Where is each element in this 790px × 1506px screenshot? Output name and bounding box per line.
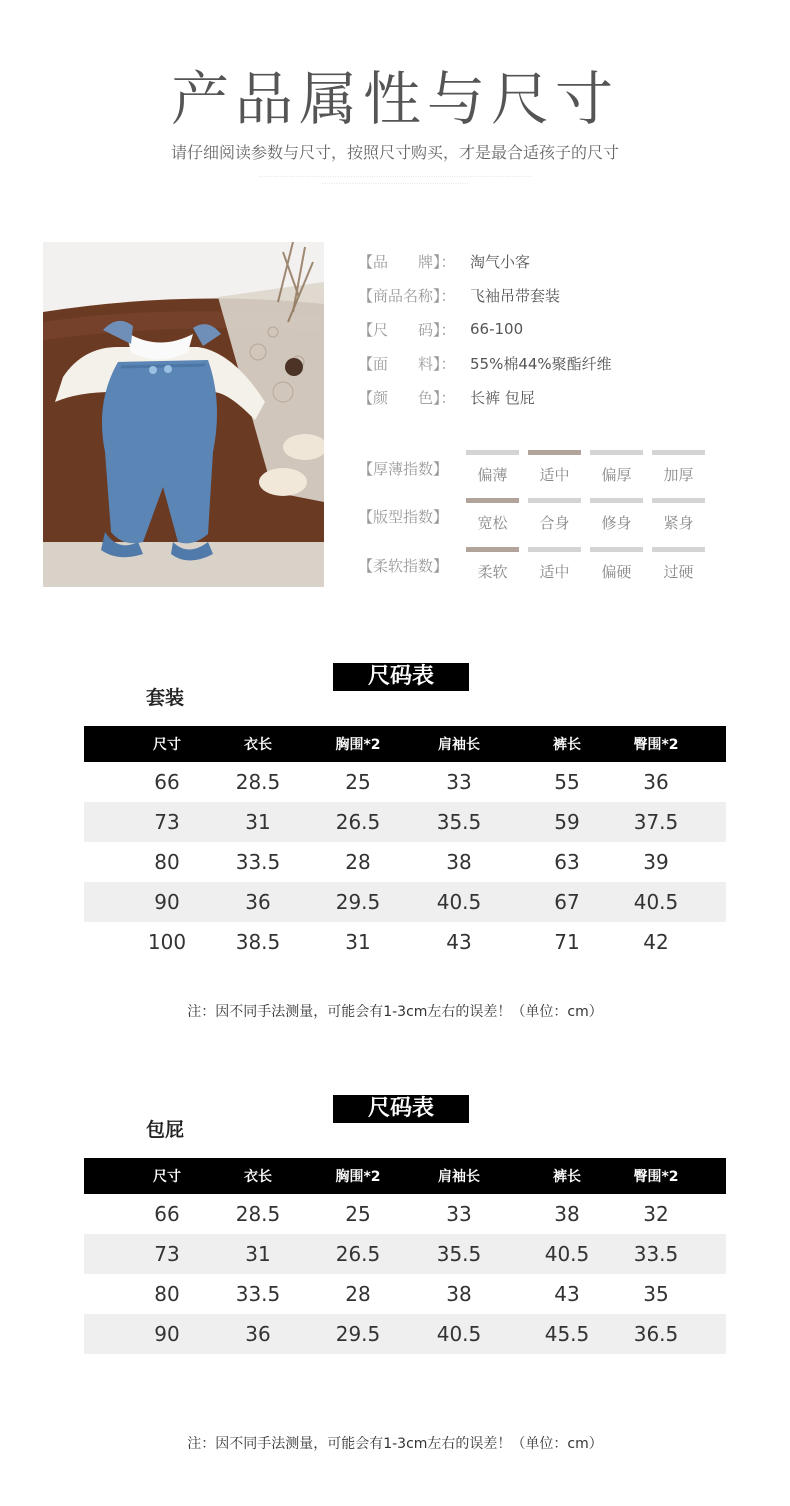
table-row — [84, 1314, 726, 1354]
table-row — [84, 802, 726, 842]
index-indicator-bar — [466, 498, 519, 503]
table-cell: 67 — [554, 890, 580, 914]
table-header-cell: 裤长 — [553, 737, 581, 753]
attribute-value: 淘气小客 — [470, 252, 531, 271]
table-cell: 25 — [345, 770, 371, 794]
table-cell: 73 — [154, 810, 180, 834]
index-option-label: 适中 — [539, 563, 570, 581]
table-cell: 36 — [643, 770, 669, 794]
table-cell: 43 — [554, 1282, 580, 1306]
measurement-note: 注：因不同手法测量，可能会有1-3cm左右的误差！（单位：cm） — [187, 1436, 603, 1452]
decorative-fine-print-2: ··················································································· — [321, 181, 469, 186]
index-indicator-bar — [528, 498, 581, 503]
size-chart-section-name: 套装 — [146, 687, 185, 709]
attribute-key: 【颜 色】： — [358, 388, 456, 407]
index-label: 【柔软指数】 — [358, 557, 449, 575]
size-chart-tag: 尺码表 — [333, 663, 469, 691]
table-cell: 36 — [245, 890, 271, 914]
attribute-row — [358, 346, 612, 380]
table-cell: 28 — [345, 850, 371, 874]
table-cell: 33.5 — [235, 850, 281, 874]
attribute-value: 飞袖吊带套装 — [470, 286, 561, 305]
index-option-label: 适中 — [539, 466, 570, 484]
index-indicator-bar — [528, 547, 581, 552]
table-cell: 29.5 — [335, 1322, 381, 1346]
index-indicator-bar — [590, 498, 643, 503]
table-row — [84, 842, 726, 882]
index-option — [466, 547, 519, 582]
table-cell: 71 — [554, 930, 580, 954]
table-cell: 38 — [446, 850, 472, 874]
table-cell: 32 — [643, 1202, 669, 1226]
table-cell: 37.5 — [633, 810, 679, 834]
table-cell: 40.5 — [436, 1322, 482, 1346]
table-header-cell: 臀围*2 — [633, 737, 679, 753]
table-cell: 28 — [345, 1282, 371, 1306]
table-cell: 36 — [245, 1322, 271, 1346]
measurement-note: 注：因不同手法测量，可能会有1-3cm左右的误差！（单位：cm） — [187, 1004, 603, 1020]
index-option — [652, 450, 705, 485]
table-cell: 40.5 — [633, 890, 679, 914]
table-cell: 38.5 — [235, 930, 281, 954]
table-cell: 59 — [554, 810, 580, 834]
table-cell: 66 — [154, 1202, 180, 1226]
table-header-cell: 衣长 — [244, 1169, 272, 1185]
table-cell: 38 — [554, 1202, 580, 1226]
table-header-cell: 衣长 — [244, 737, 272, 753]
index-option — [590, 547, 643, 582]
table-header-cell: 胸围*2 — [335, 737, 381, 753]
index-label: 【版型指数】 — [358, 508, 449, 526]
table-cell: 73 — [154, 1242, 180, 1266]
table-cell: 31 — [345, 930, 371, 954]
table-cell: 28.5 — [235, 770, 281, 794]
table-cell: 33 — [446, 1202, 472, 1226]
table-cell: 26.5 — [335, 1242, 381, 1266]
table-cell: 36.5 — [633, 1322, 679, 1346]
index-option — [528, 450, 581, 485]
table-row — [84, 1194, 726, 1234]
attribute-key: 【商品名称】： — [358, 286, 456, 305]
table-cell: 39 — [643, 850, 669, 874]
page-title: 产品属性与尺寸 — [170, 65, 619, 133]
index-indicator-bar — [652, 547, 705, 552]
index-option-label: 偏薄 — [477, 466, 508, 484]
table-cell: 31 — [245, 810, 271, 834]
table-cell: 43 — [446, 930, 472, 954]
index-option — [466, 450, 519, 485]
table-cell: 33.5 — [235, 1282, 281, 1306]
table-cell: 35.5 — [436, 1242, 482, 1266]
table-header-cell: 尺寸 — [153, 737, 181, 753]
attribute-value: 长裤 包屁 — [470, 388, 535, 407]
table-header-cell: 胸围*2 — [335, 1169, 381, 1185]
index-option-label: 合身 — [539, 514, 570, 532]
size-chart-section-name: 包屁 — [146, 1119, 185, 1141]
index-option-label: 紧身 — [663, 514, 694, 532]
index-option — [466, 498, 519, 533]
index-label: 【厚薄指数】 — [358, 460, 449, 478]
table-cell: 29.5 — [335, 890, 381, 914]
index-option-label: 宽松 — [477, 514, 508, 532]
attribute-list — [358, 244, 612, 414]
table-cell: 33 — [446, 770, 472, 794]
index-option — [528, 547, 581, 582]
index-option-label: 柔软 — [477, 563, 508, 581]
size-chart-tag: 尺码表 — [333, 1095, 469, 1123]
table-cell: 25 — [345, 1202, 371, 1226]
index-option-label: 偏厚 — [601, 466, 632, 484]
index-option — [652, 547, 705, 582]
attribute-value: 66-100 — [470, 320, 524, 338]
table-cell: 100 — [147, 930, 187, 954]
attribute-key: 【尺 码】： — [358, 320, 456, 339]
table-header-row — [84, 1158, 726, 1194]
table-row — [84, 1274, 726, 1314]
table-cell: 40.5 — [544, 1242, 590, 1266]
table-cell: 90 — [154, 1322, 180, 1346]
table-header-row — [84, 726, 726, 762]
table-cell: 31 — [245, 1242, 271, 1266]
table-cell: 38 — [446, 1282, 472, 1306]
table-row — [84, 882, 726, 922]
index-option-label: 修身 — [601, 514, 632, 532]
table-row — [84, 922, 726, 962]
table-cell: 35.5 — [436, 810, 482, 834]
table-cell: 80 — [154, 1282, 180, 1306]
table-cell: 26.5 — [335, 810, 381, 834]
page-subtitle: 请仔细阅读参数与尺寸，按照尺寸购买，才是最合适孩子的尺寸 — [170, 143, 619, 162]
index-option — [528, 498, 581, 533]
index-option — [590, 498, 643, 533]
table-cell: 40.5 — [436, 890, 482, 914]
table-cell: 63 — [554, 850, 580, 874]
index-indicator-bar — [590, 547, 643, 552]
index-option-label: 过硬 — [663, 563, 694, 581]
table-header-cell: 尺寸 — [153, 1169, 181, 1185]
attribute-row — [358, 244, 612, 278]
attribute-key: 【品 牌】： — [358, 252, 456, 271]
table-cell: 35 — [643, 1282, 669, 1306]
index-indicator-bar — [652, 450, 705, 455]
index-indicator-bar — [590, 450, 643, 455]
size-table — [84, 726, 726, 962]
table-header-cell: 臀围*2 — [633, 1169, 679, 1185]
table-cell: 90 — [154, 890, 180, 914]
index-indicator-bar — [652, 498, 705, 503]
table-row — [84, 1234, 726, 1274]
size-table — [84, 1158, 726, 1354]
table-header-cell: 肩袖长 — [438, 737, 480, 753]
index-indicator-bar — [528, 450, 581, 455]
attribute-row — [358, 278, 612, 312]
table-cell: 28.5 — [235, 1202, 281, 1226]
attribute-row — [358, 312, 612, 346]
table-cell: 55 — [554, 770, 580, 794]
index-indicator-bar — [466, 547, 519, 552]
table-cell: 45.5 — [544, 1322, 590, 1346]
table-header-cell: 裤长 — [553, 1169, 581, 1185]
attribute-row — [358, 380, 612, 414]
index-option-label: 偏硬 — [601, 563, 632, 581]
table-header-cell: 肩袖长 — [438, 1169, 480, 1185]
index-indicator-bar — [466, 450, 519, 455]
table-cell: 66 — [154, 770, 180, 794]
table-cell: 33.5 — [633, 1242, 679, 1266]
index-option — [652, 498, 705, 533]
attribute-key: 【面 料】： — [358, 354, 456, 373]
table-cell: 42 — [643, 930, 669, 954]
attribute-value: 55%棉44%聚酯纤维 — [470, 354, 612, 373]
table-cell: 80 — [154, 850, 180, 874]
index-option-label: 加厚 — [663, 466, 694, 484]
decorative-fine-print: ·························································································································································· — [258, 174, 532, 179]
table-row — [84, 762, 726, 802]
product-photo — [43, 242, 324, 587]
index-option — [590, 450, 643, 485]
